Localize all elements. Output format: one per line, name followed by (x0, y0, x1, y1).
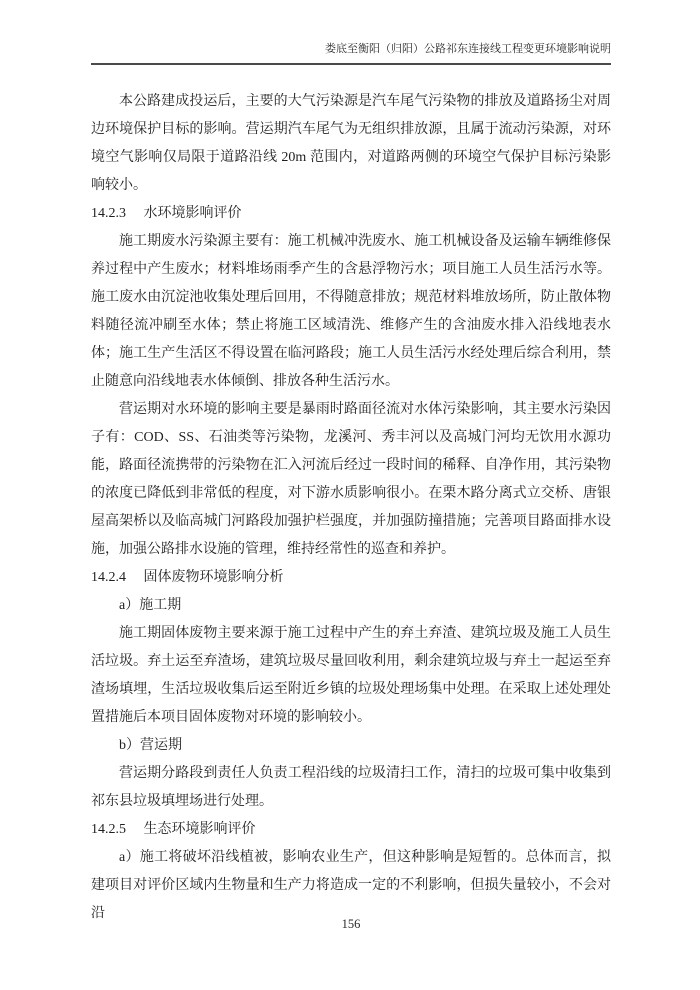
list-item-operation-period: b）营运期 (119, 738, 182, 753)
page-footer (91, 915, 611, 933)
paragraph-construction-wastewater: 施工期废水污染源主要有：施工机械冲洗废水、施工机械设备及运输车辆维修保养过程中产生废水；材料堆场雨季产生的含悬浮物污水；项目施工人员生活污水等。施工废水由沉淀池收集处理后回用，不得随意排放；规范材料堆放场所，防止散体物料随径流冲刷至水体；禁止将施工区域清洗、维修产生的含油废水排入沿线地表水体；施工生产生活区不得设置在临河路段；施工人员生活污水经处理后综合利用，禁止随意向沿线地表水体倾倒、排放各种生活污水。 (91, 234, 611, 389)
document-body (91, 88, 611, 928)
section-heading-14-2-3 (91, 200, 611, 228)
paragraph-air-impact: 本公路建成投运后，主要的大气污染源是汽车尾气污染物的排放及道路扬尘对周边环境保护目标的影响。营运期汽车尾气为无组织排放源，且属于流动污染源，对环境空气影响仅局限于道路沿线 20m 范围内，对道路两侧的环境空气保护目标污染影响较小。 (91, 94, 611, 193)
section-heading-14-2-4 (91, 564, 611, 592)
paragraph-solid-waste-operation: 营运期分路段到责任人负责工程沿线的垃圾清扫工作，清扫的垃圾可集中收集到祁东县垃圾填埋场进行处理。 (91, 766, 611, 809)
section-number: 14.2.3 (91, 206, 126, 221)
page-number: 156 (341, 917, 361, 931)
section-title: 水环境影响评价 (143, 206, 242, 221)
list-item-construction-period: a）施工期 (119, 598, 182, 613)
page-header (91, 40, 611, 65)
paragraph-solid-waste-construction: 施工期固体废物主要来源于施工过程中产生的弃土弃渣、建筑垃圾及施工人员生活垃圾。弃土运至弃渣场，建筑垃圾尽量回收利用，剩余建筑垃圾与弃土一起运至弃渣场填埋，生活垃圾收集后运至附近乡镇的垃圾处理场集中处理。在采取上述处理处置措施后本项目固体废物对环境的影响较小。 (91, 626, 611, 725)
page-header-title: 娄底至衡阳（归阳）公路祁东连接线工程变更环境影响说明 (325, 43, 611, 55)
section-heading-14-2-5 (91, 816, 611, 844)
section-title: 生态环境影响评价 (143, 822, 256, 837)
paragraph-operation-water-impact: 营运期对水环境的影响主要是暴雨时路面径流对水体污染影响，其主要水污染因子有：COD、SS、石油类等污染物，龙溪河、秀丰河以及高城门河均无饮用水源功能，路面径流携带的污染物在汇入河流后经过一段时间的稀释、自净作用，其污染物的浓度已降低到非常低的程度，对下游水质影响很小。在栗木路分离式立交桥、唐银屋高架桥以及临高城门河路段加强护栏强度，并加强防撞措施；完善项目路面排水设施，加强公路排水设施的管理，维持经常性的巡查和养护。 (91, 402, 611, 557)
section-number: 14.2.5 (91, 822, 126, 837)
paragraph-ecology-impact: a）施工将破坏沿线植被，影响农业生产，但这种影响是短暂的。总体而言，拟建项目对评价区域内生物量和生产力将造成一定的不利影响，但损失量较小，不会对沿 (91, 850, 611, 921)
section-title: 固体废物环境影响分析 (143, 570, 284, 585)
section-number: 14.2.4 (91, 570, 126, 585)
